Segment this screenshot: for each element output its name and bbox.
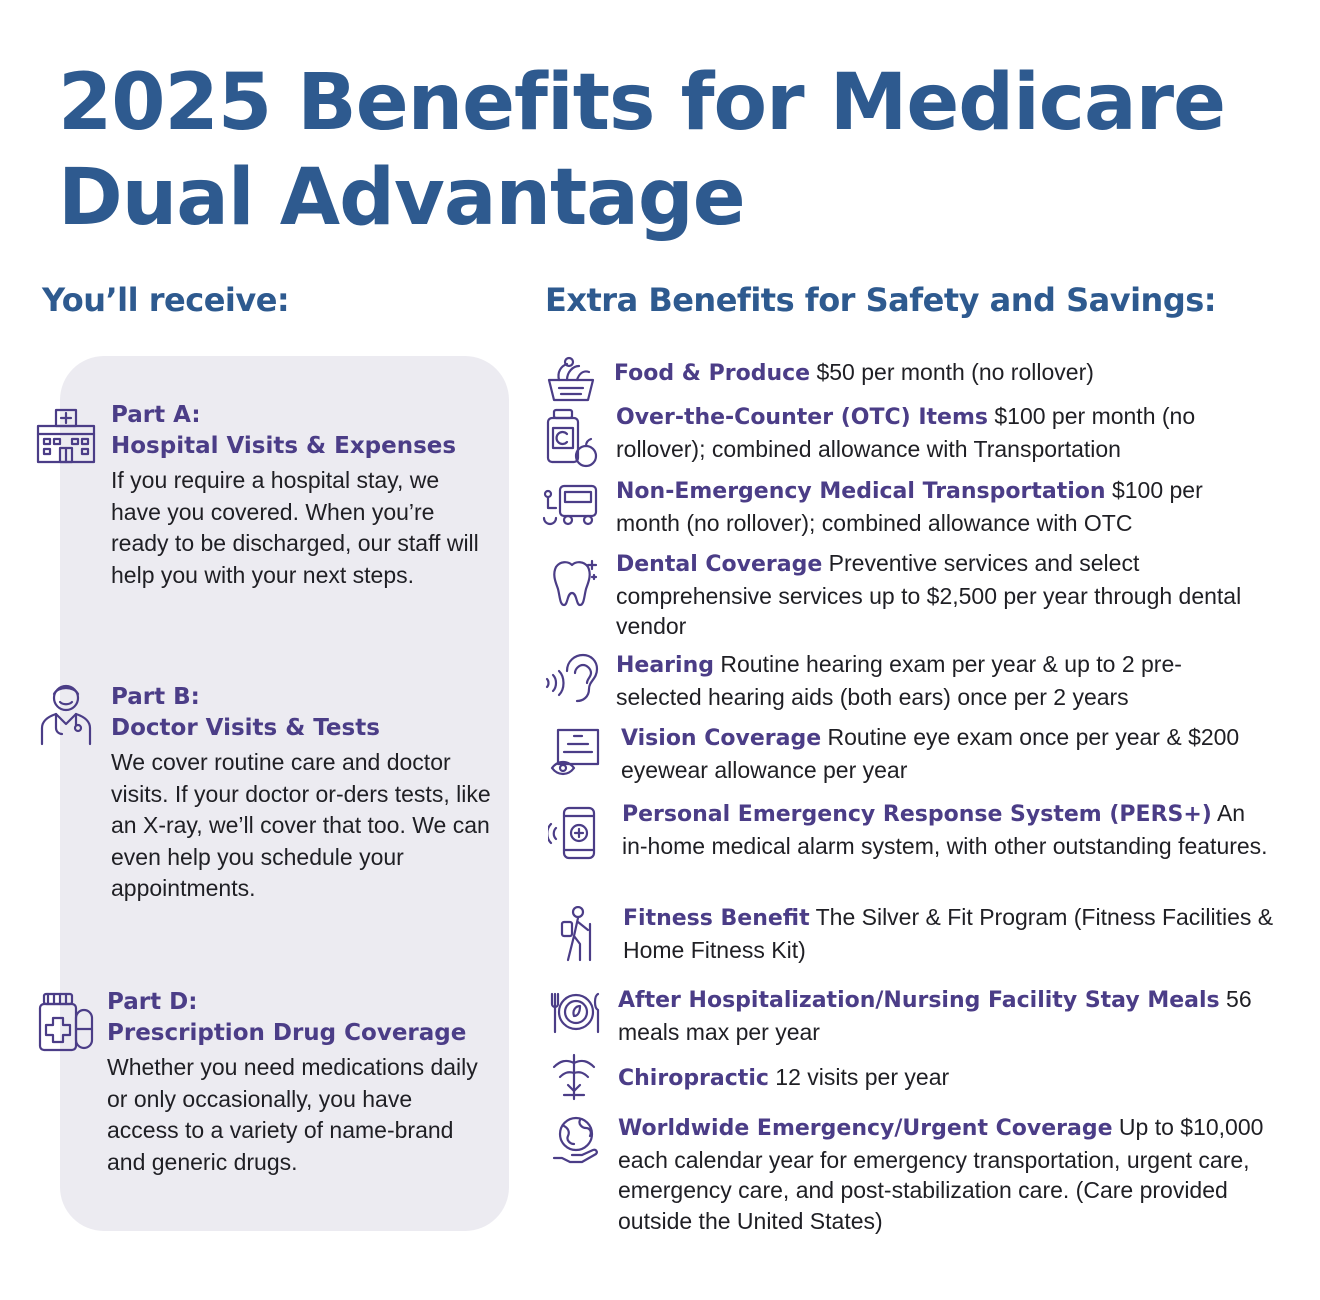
benefit-text: The Silver & Fit Program (Fitness Facilities & Home Fitness Kit) <box>623 904 1274 963</box>
benefit-text: Up to $10,000 each calendar year for emergency transportation, urgent care, emergency care, and post-stabilization care. (Care provided outside the United States) <box>618 1114 1264 1234</box>
part-a <box>111 400 491 591</box>
benefit-text: $50 per month (no rollover) <box>810 359 1094 385</box>
benefit-text: Preventive services and select comprehensive services up to $2,500 per year through dental vendor <box>616 550 1242 639</box>
title-line-2: Dual Advantage <box>58 153 745 243</box>
pill-bottle-icon <box>36 990 100 1054</box>
benefit-text: 56 meals max per year <box>618 986 1252 1045</box>
part-b <box>111 682 491 905</box>
benefit-name: Dental Coverage <box>616 552 823 577</box>
page-title <box>58 56 1298 246</box>
otc-bottle-icon <box>544 408 596 460</box>
benefit-name: Over-the-Counter (OTC) Items <box>616 405 988 430</box>
part-b-title: Doctor Visits & Tests <box>111 715 380 741</box>
benefit-name: After Hospitalization/Nursing Facility Stay Meals <box>618 988 1220 1013</box>
part-a-description: If you require a hospital stay, we have you covered. When you’re ready to be discharged, our staff will help you with your next steps. <box>111 467 479 588</box>
spine-icon <box>550 1053 602 1105</box>
benefit-dental <box>616 548 1256 642</box>
benefit-pers <box>622 798 1272 861</box>
benefit-name: Non-Emergency Medical Transportation <box>616 479 1106 504</box>
benefit-worldwide <box>618 1112 1288 1236</box>
benefit-name: Personal Emergency Response System (PERS+) <box>622 802 1212 827</box>
part-a-title: Hospital Visits & Expenses <box>111 433 457 459</box>
part-d <box>107 987 487 1178</box>
part-b-description: We cover routine care and doctor visits. If your doctor or-ders tests, like an X-ray, we’ll cover that too. We can even help you schedule your appointments. <box>111 749 491 901</box>
hospital-icon <box>34 404 98 468</box>
benefit-text: Routine hearing exam per year & up to 2 pre-selected hearing aids (both ears) once per 2 years <box>616 651 1182 710</box>
benefit-text: 12 visits per year <box>768 1064 950 1090</box>
benefit-text: An in-home medical alarm system, with other outstanding features. <box>622 800 1268 859</box>
title-line-1: 2025 Benefits for Medicare <box>58 58 1226 148</box>
part-b-label: Part B: <box>111 684 200 710</box>
part-d-title: Prescription Drug Coverage <box>107 1020 467 1046</box>
emergency-phone-icon <box>548 806 600 858</box>
ear-icon <box>543 653 595 705</box>
part-a-label: Part A: <box>111 402 201 428</box>
benefit-text: $100 per month (no rollover); combined allowance with Transportation <box>616 403 1196 462</box>
benefit-fitness <box>623 902 1283 965</box>
benefit-vision <box>621 722 1261 785</box>
benefit-text: Routine eye exam once per year & $200 eyewear allowance per year <box>621 724 1240 783</box>
transport-bus-icon <box>540 482 592 534</box>
eye-chart-icon <box>550 728 602 780</box>
globe-hand-icon <box>550 1114 602 1166</box>
hiker-icon <box>556 906 608 958</box>
benefit-name: Food & Produce <box>614 361 811 386</box>
tooth-icon <box>548 557 600 609</box>
benefit-hearing <box>616 649 1256 712</box>
doctor-icon <box>36 680 100 744</box>
right-section-heading: Extra Benefits for Safety and Savings: <box>545 281 1217 319</box>
benefit-meals <box>618 984 1258 1047</box>
part-d-label: Part D: <box>107 989 198 1015</box>
benefit-name: Worldwide Emergency/Urgent Coverage <box>618 1116 1113 1141</box>
benefit-name: Hearing <box>616 653 714 678</box>
benefit-food-produce <box>614 357 1254 390</box>
part-d-description: Whether you need medications daily or only occasionally, you have access to a variety of name-brand and generic drugs. <box>107 1054 478 1175</box>
food-basket-icon <box>545 354 597 406</box>
benefit-name: Fitness Benefit <box>623 906 810 931</box>
benefit-chiropractic <box>618 1062 1258 1095</box>
left-section-heading: You’ll receive: <box>42 281 290 319</box>
benefit-text: $100 per month (no rollover); combined allowance with OTC <box>616 477 1203 536</box>
benefit-otc-items <box>616 401 1266 464</box>
benefit-name: Vision Coverage <box>621 726 822 751</box>
benefit-transportation <box>616 475 1236 538</box>
meal-plate-icon <box>548 990 600 1042</box>
benefit-name: Chiropractic <box>618 1066 769 1091</box>
